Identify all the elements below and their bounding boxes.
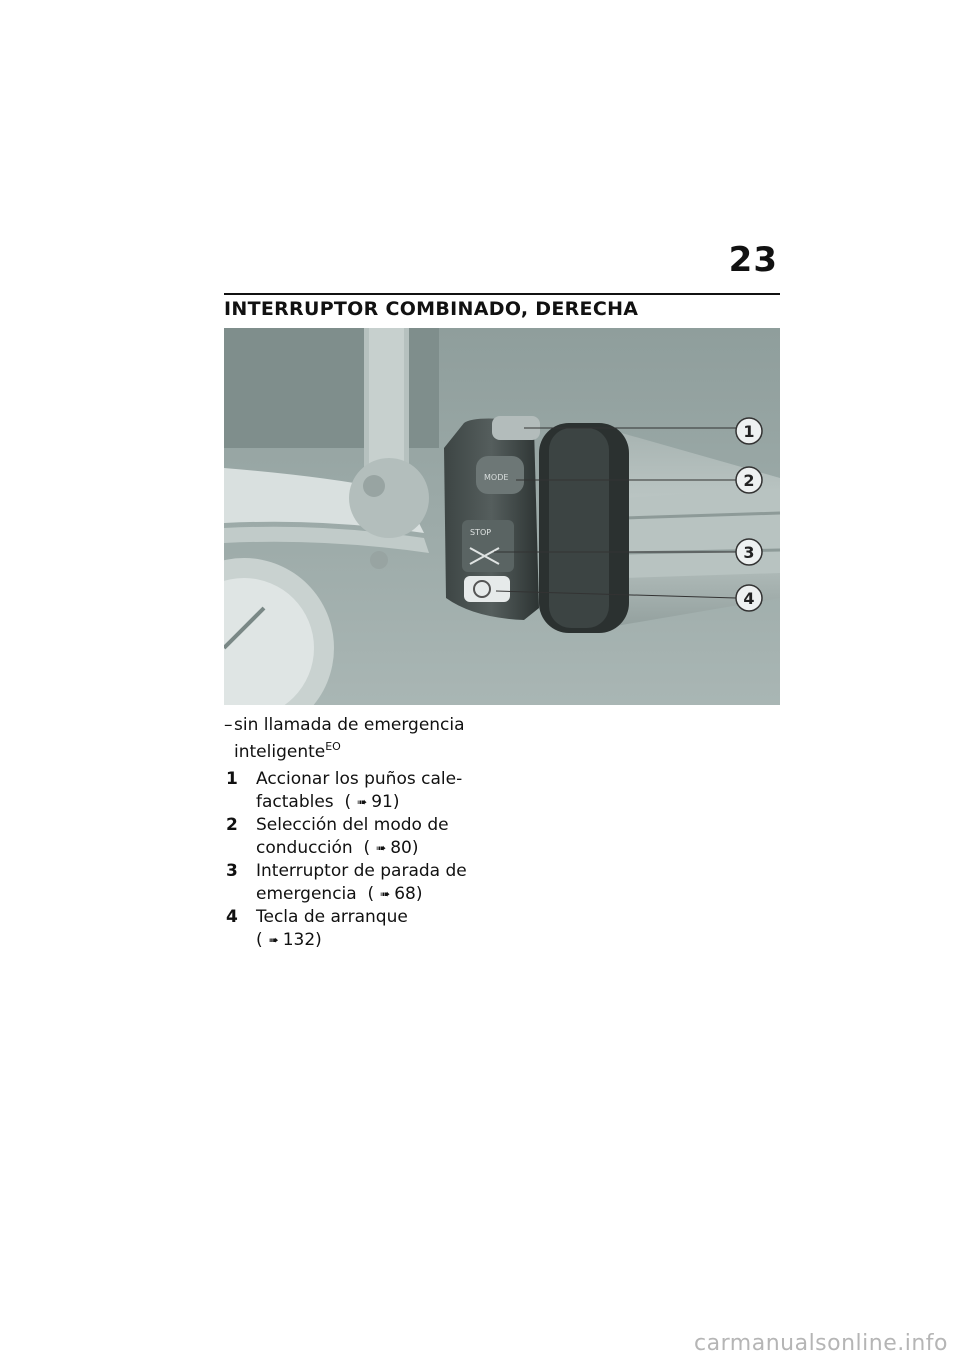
arrow-icon: ➠ — [268, 933, 279, 947]
ref-page: 132) — [282, 930, 322, 950]
callout-1: 1 — [743, 422, 755, 441]
watermark: carmanualsonline.info — [694, 1331, 948, 1356]
legend-number: 4 — [226, 907, 238, 927]
ref-page: 91) — [371, 792, 400, 812]
ref-open: ( — [363, 838, 371, 858]
legend-item-2 — [224, 814, 474, 860]
legend-number: 2 — [226, 815, 238, 835]
legend-text-line1: Interruptor de parada de — [256, 861, 467, 881]
page-number: 23 — [728, 240, 778, 280]
page-reference-link[interactable] — [339, 792, 399, 812]
legend-text-line2: conducción — [256, 838, 353, 858]
legend-list — [224, 768, 474, 952]
variant-dash: – — [224, 715, 233, 735]
variant-line-1: sin llamada de emergencia — [234, 715, 465, 735]
ref-page: 68) — [394, 884, 423, 904]
handlebar-switch-photo — [224, 328, 780, 705]
legend-item-3 — [224, 860, 474, 906]
legend-number: 1 — [226, 769, 238, 789]
arrow-icon: ➠ — [380, 887, 391, 901]
stop-switch-label: STOP — [470, 528, 492, 537]
legend-text-line1: Tecla de arranque — [256, 907, 408, 927]
mode-button-label: MODE — [484, 473, 509, 482]
arrow-icon: ➠ — [376, 841, 387, 855]
legend-item-1 — [224, 768, 474, 814]
ref-open: ( — [344, 792, 352, 812]
variant-note — [224, 714, 474, 763]
variant-word: inteligente — [234, 742, 326, 762]
ref-page: 80) — [390, 838, 419, 858]
title-rule — [224, 293, 780, 295]
page-reference-link[interactable] — [358, 838, 418, 858]
arrow-icon: ➠ — [357, 795, 368, 809]
ref-open: ( — [256, 930, 263, 950]
page-reference-link[interactable] — [256, 930, 322, 950]
legend-number: 3 — [226, 861, 238, 881]
callout-3: 3 — [743, 543, 755, 562]
legend-text-line2: factables — [256, 792, 334, 812]
variant-superscript: EO — [325, 740, 341, 753]
section-title: INTERRUPTOR COMBINADO, DERECHA — [224, 298, 639, 320]
callout-4: 4 — [743, 589, 755, 608]
variant-line-2 — [224, 736, 474, 763]
legend-text-line1: Selección del modo de — [256, 815, 449, 835]
page-reference-link[interactable] — [362, 884, 422, 904]
legend-text-line2: emergencia — [256, 884, 357, 904]
callout-2: 2 — [743, 471, 755, 490]
legend-text-line1: Accionar los puños cale- — [256, 769, 463, 789]
legend-item-4 — [224, 906, 474, 952]
ref-open: ( — [367, 884, 375, 904]
